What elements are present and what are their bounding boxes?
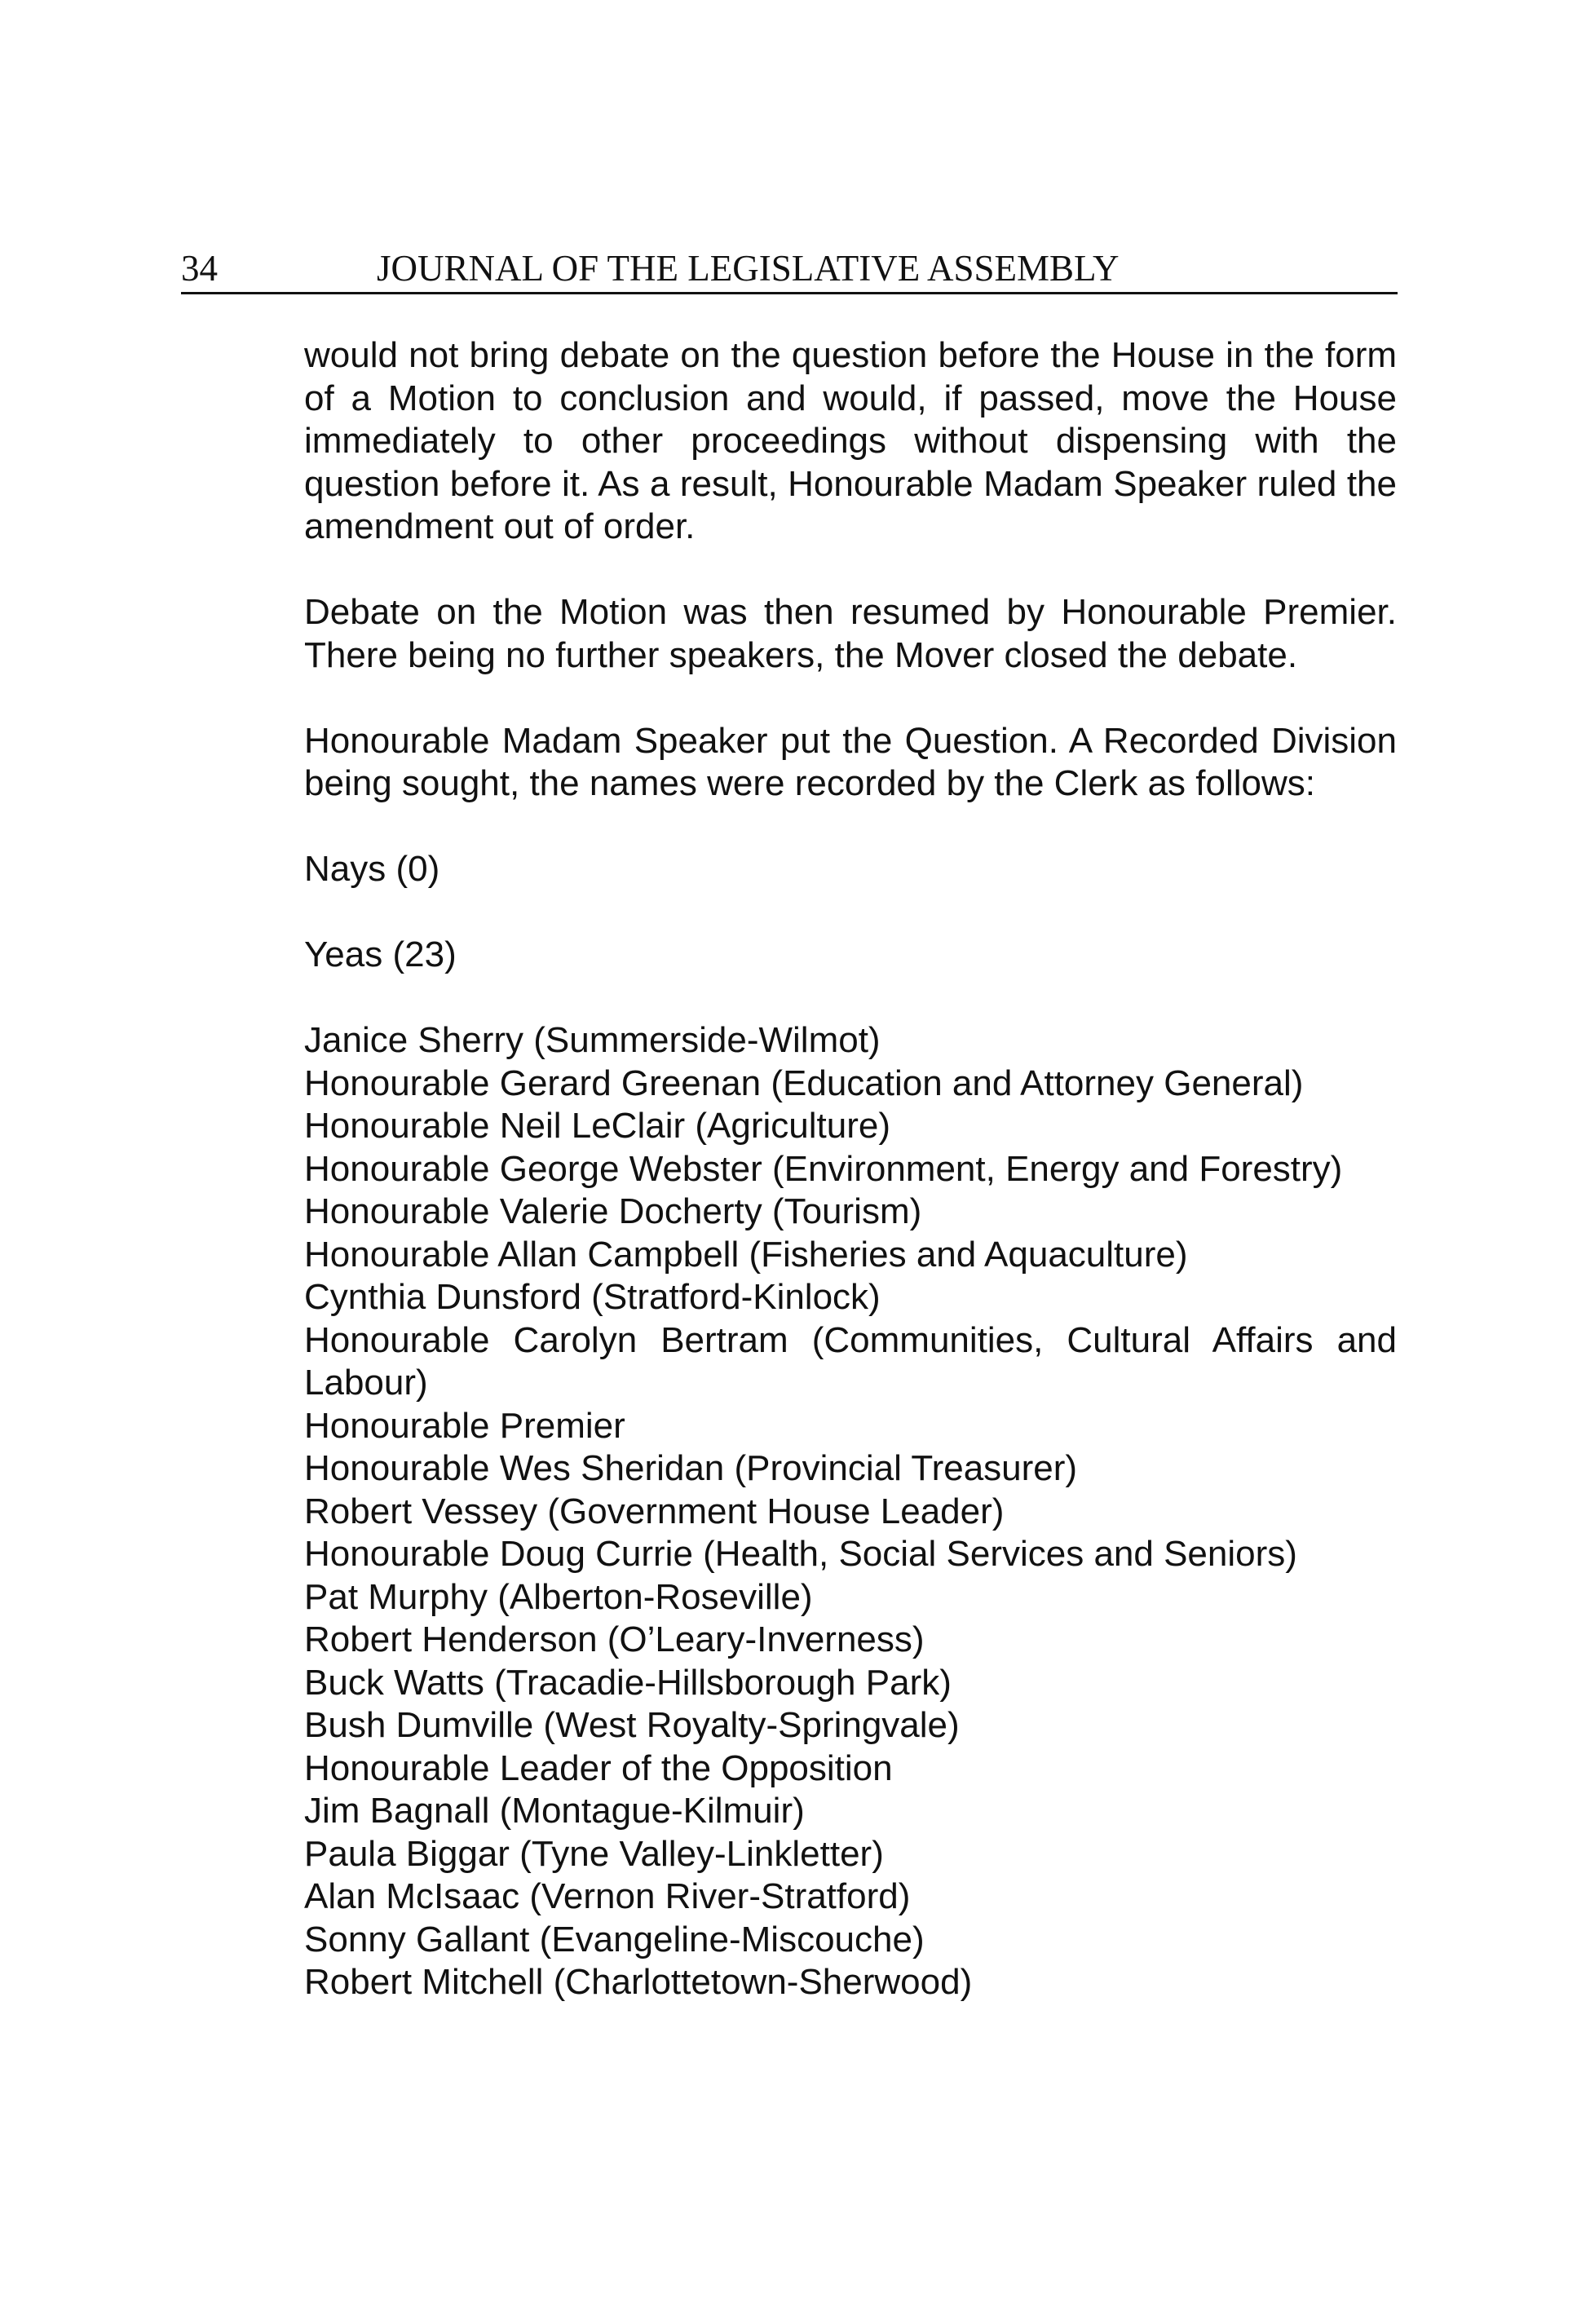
list-item: Honourable Doug Currie (Health, Social Services and Seniors) [304,1534,1297,1574]
paragraph-ruling: would not bring debate on the question before the House in the form of a Motion to conclusion and would, if passed, move the House immediately to other proceedings without dispensing with the question before it. As a result, Honourable Madam Speaker ruled the amendment out of order. [304,335,1397,546]
list-item: Robert Mitchell (Charlottetown-Sherwood) [304,1962,973,2002]
yeas-list [304,1019,1397,2004]
list-item: Honourable Carolyn Bertram (Communities, Cultural Affairs and Labour) [304,1319,1397,1403]
list-item: Buck Watts (Tracadie-Hillsborough Park) [304,1662,952,1703]
list-item: Honourable George Webster (Environment, Energy and Forestry) [304,1148,1343,1189]
list-item: Pat Murphy (Alberton-Roseville) [304,1576,813,1617]
list-item: Bush Dumville (West Royalty-Springvale) [304,1705,960,1745]
yeas-heading: Yeas (23) [304,934,457,974]
list-item: Honourable Wes Sheridan (Provincial Treasurer) [304,1448,1078,1488]
list-item: Alan McIsaac (Vernon River-Stratford) [304,1876,911,1916]
page-number: 34 [181,248,218,289]
list-item: Honourable Allan Campbell (Fisheries and Aquaculture) [304,1234,1188,1275]
journal-body [304,334,1397,2004]
list-item: Honourable Gerard Greenan (Education and Attorney General) [304,1063,1304,1103]
paragraph-question: Honourable Madam Speaker put the Question. A Recorded Division being sought, the names were recorded by the Clerk as follows: [304,720,1397,803]
list-item: Robert Henderson (O’Leary-Inverness) [304,1619,925,1659]
list-item: Jim Bagnall (Montague-Kilmuir) [304,1791,805,1831]
nays-heading: Nays (0) [304,849,440,889]
list-item: Honourable Premier [304,1405,625,1446]
list-item: Robert Vessey (Government House Leader) [304,1491,1005,1531]
paragraph-debate: Debate on the Motion was then resumed by Honourable Premier. There being no further speakers, the Mover closed the debate. [304,592,1397,675]
list-item: Cynthia Dunsford (Stratford-Kinlock) [304,1277,881,1317]
list-item: Honourable Neil LeClair (Agriculture) [304,1106,890,1146]
list-item: Sonny Gallant (Evangeline-Miscouche) [304,1919,925,1959]
list-item: Honourable Valerie Docherty (Tourism) [304,1191,922,1231]
list-item: Honourable Leader of the Opposition [304,1747,893,1788]
journal-title: JOURNAL OF THE LEGISLATIVE ASSEMBLY [377,248,1120,289]
list-item: Paula Biggar (Tyne Valley-Linkletter) [304,1833,884,1874]
running-header [181,245,1398,294]
list-item: Janice Sherry (Summerside-Wilmot) [304,1020,881,1060]
